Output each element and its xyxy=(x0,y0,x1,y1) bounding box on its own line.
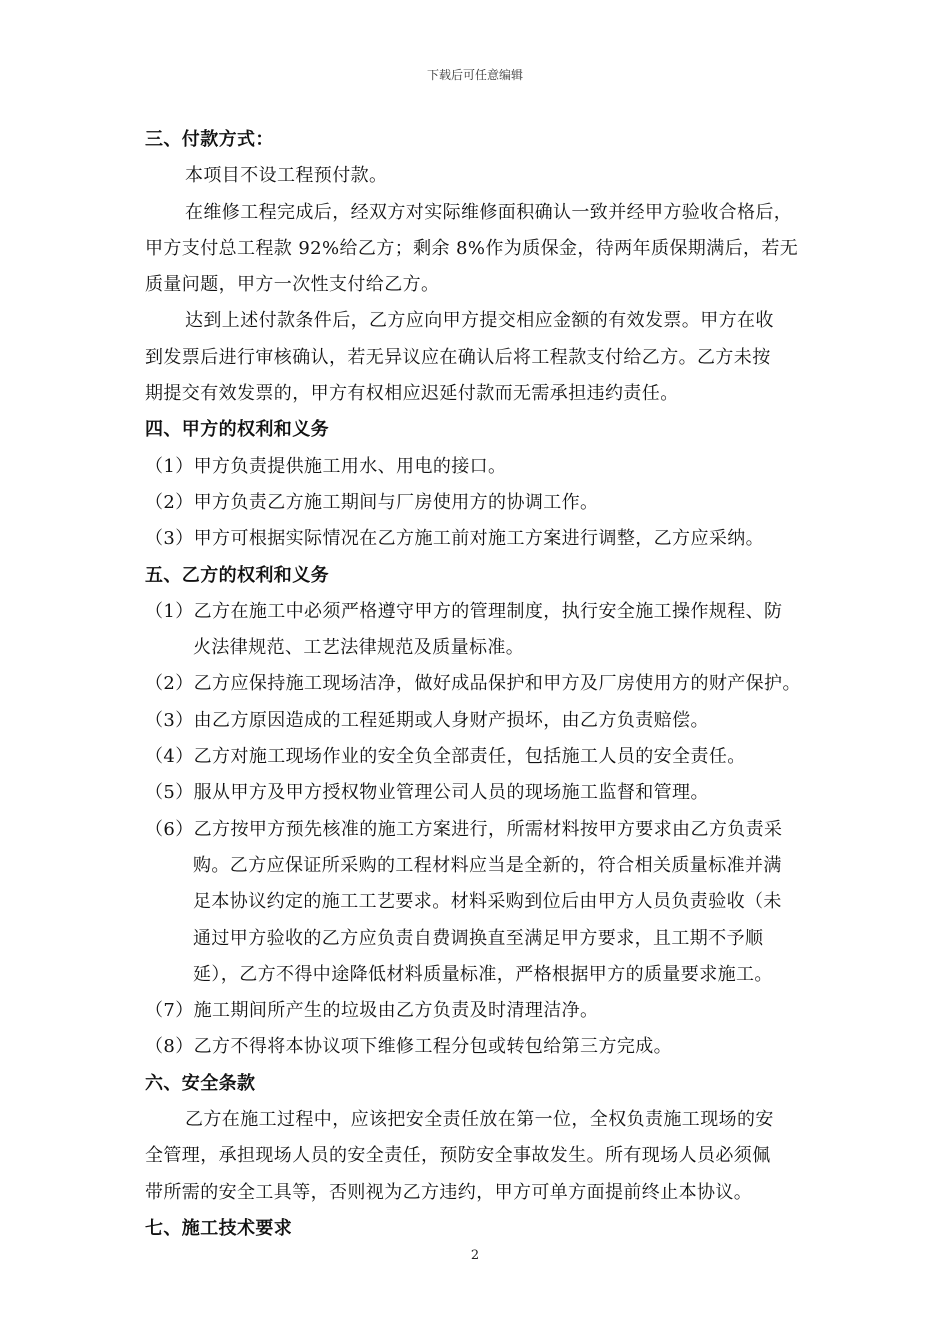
text-line: 在维修工程完成后，经双方对实际维修面积确认一致并经甲方验收合格后， xyxy=(185,201,793,223)
text-line: 达到上述付款条件后，乙方应向甲方提交相应金额的有效发票。甲方在收 xyxy=(185,310,774,332)
text-line: 期提交有效发票的，甲方有权相应迟延付款而无需承担违约责任。 xyxy=(145,383,679,405)
header-note: 下载后可任意编辑 xyxy=(426,68,523,82)
text-line: （4）乙方对施工现场作业的安全负全部责任，包括施工人员的安全责任。 xyxy=(145,746,746,768)
text-line: （1）乙方在施工中必须严格遵守甲方的管理制度，执行安全施工操作规程、防 xyxy=(145,600,783,622)
text-line: （3）由乙方原因造成的工程延期或人身财产损坏，由乙方负责赔偿。 xyxy=(145,709,709,731)
page-number: 2 xyxy=(470,1248,480,1263)
text-line: （7）施工期间所产生的垃圾由乙方负责及时清理洁净。 xyxy=(145,1000,599,1022)
section-heading: 七、施工技术要求 xyxy=(145,1217,293,1239)
text-line: （8）乙方不得将本协议项下维修工程分包或转包给第三方完成。 xyxy=(145,1036,673,1058)
text-line: （5）服从甲方及甲方授权物业管理公司人员的现场施工监督和管理。 xyxy=(145,782,709,804)
text-line: 火法律规范、工艺法律规范及质量标准。 xyxy=(193,637,525,659)
section-heading: 六、安全条款 xyxy=(145,1072,256,1094)
text-line: （1）甲方负责提供施工用水、用电的接口。 xyxy=(145,455,507,477)
text-line: （2）甲方负责乙方施工期间与厂房使用方的协调工作。 xyxy=(145,491,599,513)
text-line: （6）乙方按甲方预先核准的施工方案进行，所需材料按甲方要求由乙方负责采 xyxy=(145,818,783,840)
text-line: 购。乙方应保证所采购的工程材料应当是全新的，符合相关质量标准并满 xyxy=(193,854,782,876)
text-line: （2）乙方应保持施工现场洁净，做好成品保护和甲方及厂房使用方的财产保护。 xyxy=(145,673,801,695)
section-heading: 三、付款方式： xyxy=(145,129,274,150)
text-line: （3）甲方可根据实际情况在乙方施工前对施工方案进行调整，乙方应采纳。 xyxy=(145,528,765,550)
text-line: 带所需的安全工具等，否则视为乙方违约，甲方可单方面提前终止本协议。 xyxy=(145,1181,753,1203)
section-heading: 五、乙方的权利和义务 xyxy=(145,564,329,586)
text-line: 甲方支付总工程款 92%给乙方；剩余 8%作为质保金，待两年质保期满后，若无 xyxy=(145,237,799,259)
text-line: 通过甲方验收的乙方应负责自费调换直至满足甲方要求，且工期不予顺 xyxy=(193,927,764,949)
text-line: 本项目不设工程预付款。 xyxy=(185,165,388,187)
text-line: 足本协议约定的施工工艺要求。材料采购到位后由甲方人员负责验收（未 xyxy=(193,891,782,913)
text-line: 乙方在施工过程中，应该把安全责任放在第一位，全权负责施工现场的安 xyxy=(185,1109,774,1131)
text-line: 延），乙方不得中途降低材料质量标准，严格根据甲方的质量要求施工。 xyxy=(193,963,773,985)
section-heading: 四、甲方的权利和义务 xyxy=(145,419,329,441)
text-line: 到发票后进行审核确认，若无异议应在确认后将工程款支付给乙方。乙方未按 xyxy=(145,346,771,368)
text-line: 质量问题，甲方一次性支付给乙方。 xyxy=(145,274,440,296)
document-body xyxy=(145,122,825,1247)
text-line: 全管理，承担现场人员的安全责任，预防安全事故发生。所有现场人员必须佩 xyxy=(145,1145,771,1167)
